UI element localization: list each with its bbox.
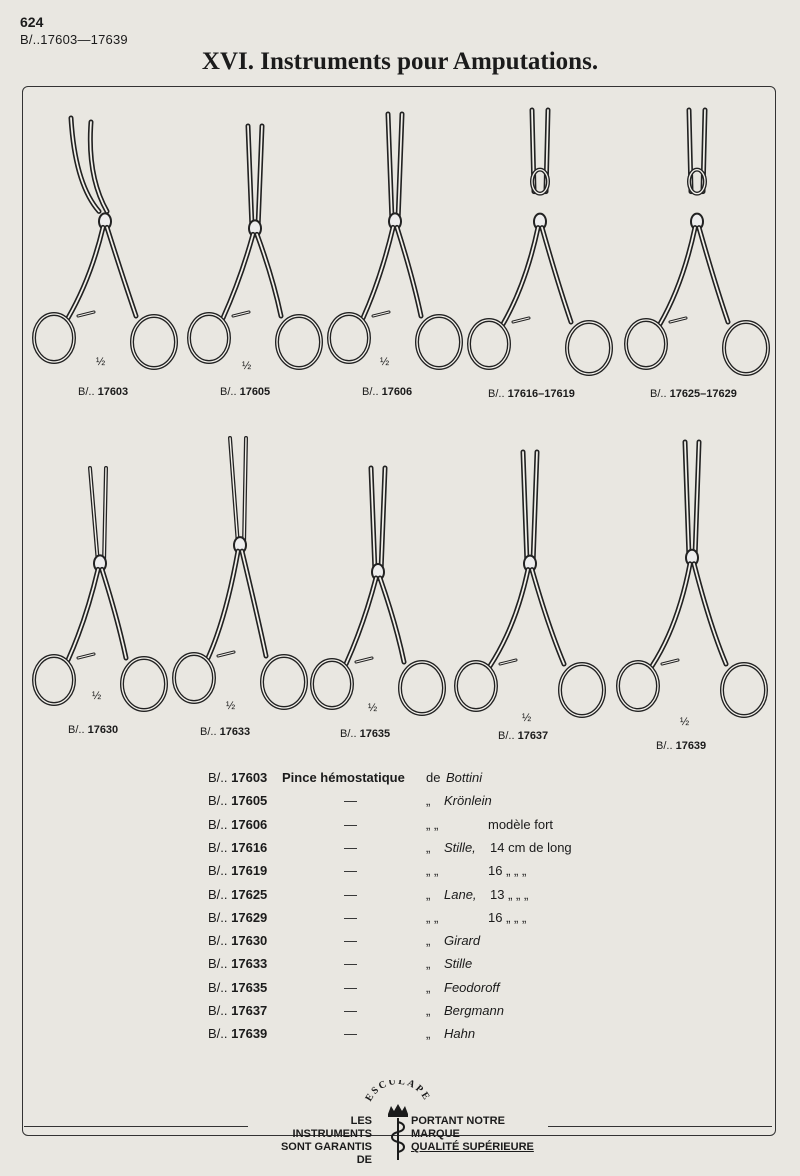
figure-caption [488, 388, 575, 400]
legend-dash: — [344, 979, 357, 995]
forceps-illustration [325, 108, 465, 378]
legend-extra: 13 „ „ „ [490, 886, 529, 902]
legend-code: 17616 [231, 839, 268, 855]
legend-ditto: „ „ [426, 863, 439, 879]
legend-dash: — [344, 956, 357, 972]
scale-label: ½ [92, 690, 102, 702]
forceps-illustration [622, 104, 772, 384]
scale-label: ½ [380, 356, 390, 368]
legend-prefix: B/.. [208, 933, 228, 949]
legend-prefix: B/.. [208, 956, 228, 972]
caption-code: 17635 [359, 728, 391, 740]
scale-label: ½ [522, 712, 532, 724]
legend-name: Stille, [444, 839, 476, 855]
legend-code: 17633 [231, 956, 268, 972]
figure-caption [220, 386, 270, 398]
caption-prefix: B/.. [220, 386, 237, 398]
legend-ditto: „ [426, 839, 431, 855]
caption-prefix: B/.. [650, 388, 667, 400]
legend-dash: — [344, 933, 357, 949]
legend-code: 17606 [231, 816, 268, 832]
legend-name: Lane, [444, 886, 477, 902]
legend-dash: — [344, 1026, 357, 1042]
caption-prefix: B/.. [68, 724, 85, 736]
legend-name: Girard [444, 933, 481, 949]
figure-caption [68, 724, 118, 736]
legend-prefix: B/.. [208, 839, 228, 855]
figure-caption [656, 740, 706, 752]
legend-dash: — [344, 839, 357, 855]
footer-right-line2: QUALITÉ SUPÉRIEURE [411, 1141, 534, 1153]
figure-caption [498, 730, 548, 742]
caption-prefix: B/.. [362, 386, 379, 398]
forceps-illustration [465, 104, 615, 384]
legend-code: 17603 [231, 770, 268, 785]
legend-code: 17630 [231, 933, 268, 949]
legend-name: Bottini [446, 770, 483, 785]
caption-code: 17616–17619 [507, 388, 575, 400]
legend-name: Feodoroff [444, 979, 500, 995]
legend-prefix: B/.. [208, 1026, 228, 1042]
legend-of: de [426, 770, 441, 785]
legend-dash: — [344, 1003, 357, 1018]
legend-name: Bergmann [444, 1003, 504, 1018]
legend-ditto: „ [426, 886, 431, 902]
legend-code: 17629 [231, 909, 268, 925]
legend-description: Pince hémostatique [282, 770, 405, 785]
scale-label: ½ [242, 360, 252, 372]
caption-code: 17603 [97, 386, 129, 398]
footer-right-line1: PORTANT NOTRE MARQUE [411, 1115, 505, 1140]
caption-prefix: B/.. [200, 726, 217, 738]
forceps-illustration [308, 462, 448, 724]
legend-extra: 16 „ „ „ [488, 863, 527, 879]
scale-label: ½ [680, 716, 690, 728]
legend-dash: — [344, 793, 357, 809]
caption-prefix: B/.. [656, 740, 673, 752]
legend-ditto: „ [426, 1026, 431, 1042]
footer-left-line1: LES INSTRUMENTS [292, 1115, 372, 1140]
legend-name: Krönlein [444, 793, 492, 809]
legend-dash: — [344, 863, 357, 879]
figure-caption [362, 386, 412, 398]
caption-code: 17637 [517, 730, 549, 742]
legend-extra: modèle fort [488, 816, 554, 832]
legend-prefix: B/.. [208, 770, 228, 785]
legend-dash: — [344, 816, 357, 832]
legend-prefix: B/.. [208, 979, 228, 995]
forceps-illustration [185, 120, 325, 378]
legend-prefix: B/.. [208, 816, 228, 832]
legend-ditto: „ „ [426, 909, 439, 925]
legend-extra: 14 cm de long [490, 839, 572, 855]
caption-code: 17605 [239, 386, 271, 398]
forceps-illustration [614, 436, 770, 726]
legend-prefix: B/.. [208, 886, 228, 902]
footer-rule-left [24, 1126, 248, 1127]
legend-name: Hahn [444, 1026, 476, 1042]
caption-code: 17639 [675, 740, 707, 752]
legend-ditto: „ [426, 979, 431, 995]
legend-dash: — [344, 909, 357, 925]
legend-ditto: „ [426, 933, 431, 949]
forceps-illustration [170, 420, 310, 718]
figure-caption [340, 728, 390, 740]
legend-ditto: „ [426, 956, 431, 972]
esculape-logo [360, 1080, 436, 1164]
caption-code: 17625–17629 [669, 388, 737, 400]
page-number: 624 [20, 14, 44, 30]
caption-prefix: B/.. [488, 388, 505, 400]
legend-ditto: „ [426, 1003, 431, 1018]
caption-prefix: B/.. [340, 728, 357, 740]
forceps-illustration [30, 108, 180, 378]
legend-code: 17637 [231, 1003, 268, 1018]
caption-code: 17630 [87, 724, 119, 736]
figure-caption [650, 388, 737, 400]
legend-prefix: B/.. [208, 863, 228, 879]
legend-code: 17605 [231, 793, 268, 809]
catalog-range: B/..17603—17639 [20, 32, 128, 47]
legend-extra: 16 „ „ „ [488, 909, 527, 925]
footer-rule-right [548, 1126, 772, 1127]
legend-prefix: B/.. [208, 909, 228, 925]
legend-code: 17635 [231, 979, 268, 995]
svg-text:ESCULAPE [363, 1080, 432, 1103]
scale-label: ½ [226, 700, 236, 712]
scale-label: ½ [96, 356, 106, 368]
figure-caption [200, 726, 250, 738]
legend-code: 17619 [231, 863, 268, 879]
caption-code: 17633 [219, 726, 251, 738]
legend-code: 17639 [231, 1026, 268, 1042]
forceps-illustration [30, 450, 170, 720]
logo-text: ESCULAPE [363, 1080, 433, 1104]
page-title: XVI. Instruments pour Amputations. [201, 48, 599, 75]
forceps-illustration [452, 446, 608, 726]
legend-code: 17625 [231, 886, 268, 902]
legend-ditto: „ [426, 793, 431, 809]
figure-caption [78, 386, 128, 398]
scale-label: ½ [368, 702, 378, 714]
caption-code: 17606 [381, 386, 413, 398]
legend-prefix: B/.. [208, 1003, 228, 1018]
legend-dash: — [344, 886, 357, 902]
footer-left-line2: SONT GARANTIS DE [280, 1141, 372, 1166]
caption-prefix: B/.. [78, 386, 95, 398]
caption-prefix: B/.. [498, 730, 515, 742]
legend-ditto: „ „ [426, 816, 439, 832]
footer-guarantee-left [270, 1115, 372, 1167]
legend-name: Stille [444, 956, 473, 972]
legend-prefix: B/.. [208, 793, 228, 809]
